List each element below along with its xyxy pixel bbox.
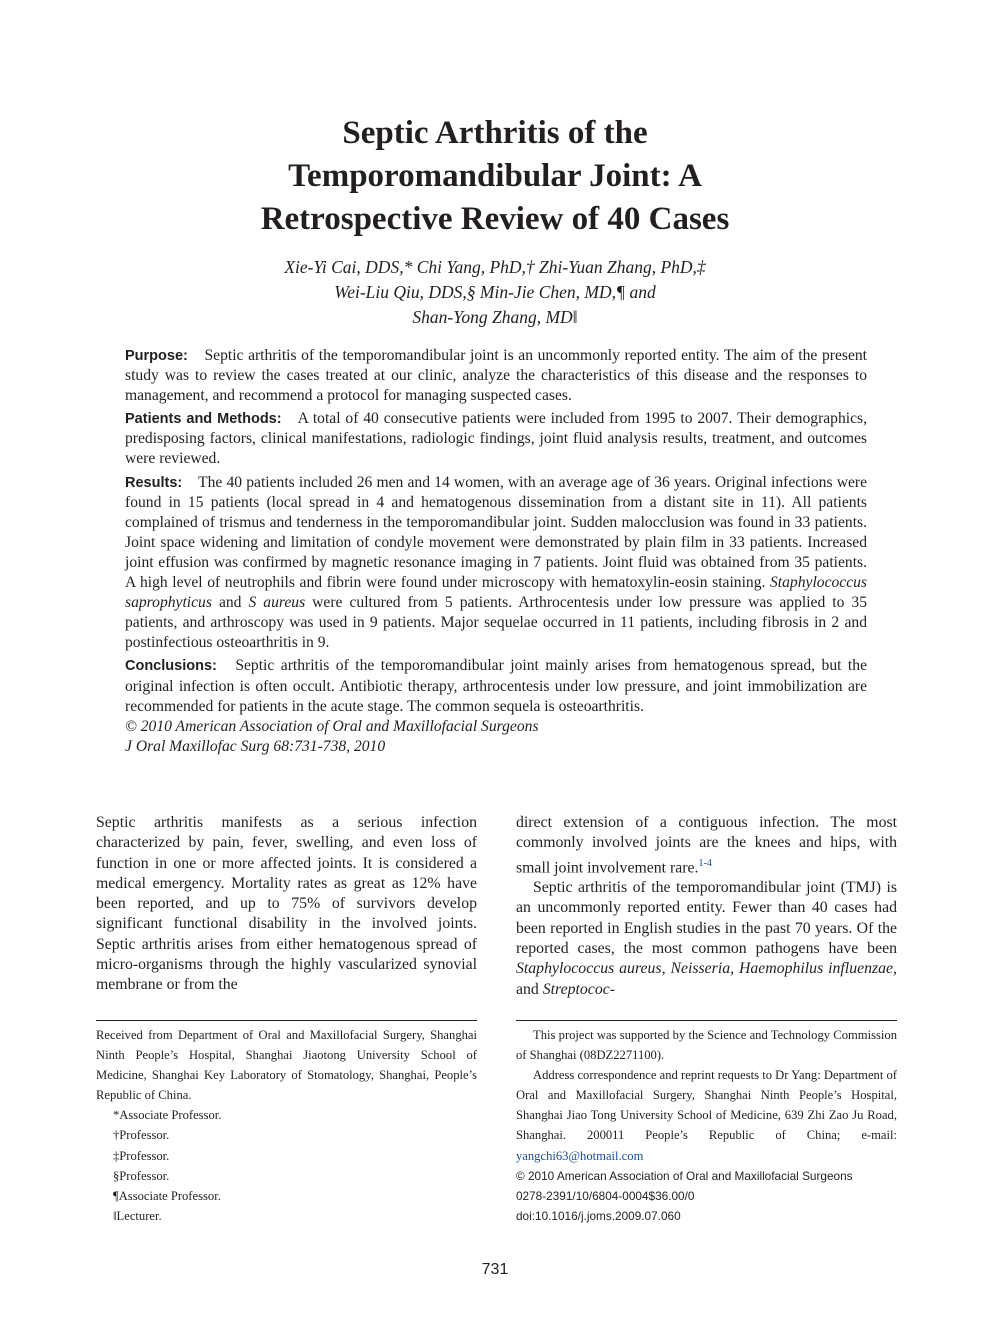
author-footnote: †Professor. (113, 1128, 170, 1143)
results-text: and (218, 594, 242, 612)
body-text: direct extension of a contiguous infection. The most commonly involved joints are the knees and hips, with small joint involvement rare. (516, 814, 897, 876)
results-label: Results: (125, 474, 183, 491)
species-name: S aureus (248, 594, 306, 612)
affiliation-footnote: Received from Department of Oral and Maxillofacial Surgery, Shanghai Ninth People’s Hospital, Shanghai Jiaotong University School of Medicine, Shanghai Key Laboratory of Stomatology, Shanghai, People’s Republic of China. (96, 1028, 477, 1103)
author-list (150, 255, 840, 330)
species-name: Neisseria, (670, 960, 735, 978)
purpose-text: Septic arthritis of the temporomandibular joint is an uncommonly reported entity. The aim of the present study was to review the cases treated at our clinic, analyze the characteristics of this disease and the responses to management, and recommend a protocol for managing suspected cases. (125, 347, 867, 405)
author-footnote: ‡Professor. (113, 1148, 170, 1163)
correspondence-footnote (516, 1065, 897, 1165)
body-text: Septic arthritis of the temporomandibular joint (TMJ) is an uncommonly reported entity. Fewer than 40 cases had been reported in English studies in the past 70 years. Of the reported cases, the most common pathogens have been (516, 879, 897, 958)
email-link[interactable]: yangchi63@hotmail.com (516, 1148, 644, 1163)
methods-label: Patients and Methods: (125, 411, 282, 428)
conclusions-text: Septic arthritis of the temporomandibular joint mainly arises from hematogenous spread, but the original infection is often occult. Antibiotic therapy, arthrocentesis under low pressure, and joint immobilization are recommended for patients in the acute stage. The common sequela is osteoarthritis. (125, 657, 867, 715)
author-footnote: ‖Lecturer. (113, 1208, 162, 1223)
abstract-purpose (125, 346, 867, 406)
results-text: were cultured from 5 patients. Arthrocentesis under low pressure was applied to 35 patients, and arthroscopy was used in 9 patients. Major sequelae occurred in 11 patients, including fibrosis in 2 and postinfectious osteoarthritis in 9. (125, 594, 867, 652)
footnote-divider-left (96, 1020, 477, 1021)
title-line: Temporomandibular Joint: A (288, 158, 702, 194)
methods-text: A total of 40 consecutive patients were included from 1995 to 2007. Their demographics, predisposing factors, clinical manifestations, radiologic findings, joint fluid analysis results, treatment, and outcomes were reviewed. (125, 410, 867, 468)
purpose-label: Purpose: (125, 348, 188, 364)
conclusions-label: Conclusions: (125, 658, 217, 675)
correspondence-text: Address correspondence and reprint requests to Dr Yang: Department of Oral and Maxillofacial Surgery, Shanghai Ninth People’s Hospital, Shanghai Jiao Tong University School of Medicine, 639 Zhi Zao Ju Road, Shanghai. 200011 People’s Republic of China; e-mail: (516, 1068, 897, 1143)
body-text: and (516, 980, 539, 998)
title-line: Retrospective Review of 40 Cases (260, 201, 730, 237)
author-line: Shan-Yong Zhang, MD‖ (412, 307, 578, 327)
abstract (125, 346, 867, 758)
species-name: Haemophilus influenzae, (738, 960, 898, 978)
body-paragraph: Septic arthritis manifests as a serious infection characterized by pain, fever, swelling, and even loss of function in one or more affected joints. It is considered a medical emergency. Mortality rates as great as 12% have been reported, and up to 75% of survivors develop significant functional disability in the involved joints. Septic arthritis arises from either hematogenous spread of micro-organisms through the highly vascularized synovial membrane or from the (96, 814, 477, 994)
issn-line: 0278-2391/10/6804-0004$36.00/0 (516, 1188, 695, 1203)
body-paragraph (516, 878, 897, 1000)
title-line: Septic Arthritis of the (342, 115, 648, 151)
species-name: Streptococ- (542, 980, 615, 998)
author-footnote: *Associate Professor. (113, 1108, 222, 1123)
body-column-left (96, 813, 477, 996)
author-line: Wei-Liu Qiu, DDS,§ Min-Jie Chen, MD,¶ and (334, 282, 656, 302)
body-paragraph (516, 813, 897, 878)
abstract-conclusions (125, 656, 867, 716)
author-line: Xie-Yi Cai, DDS,* Chi Yang, PhD,† Zhi-Yuan Zhang, PhD,‡ (284, 257, 706, 277)
copyright-line: © 2010 American Association of Oral and Maxillofacial Surgeons (516, 1168, 853, 1183)
abstract-methods (125, 409, 867, 469)
author-footnote: §Professor. (113, 1168, 170, 1183)
species-name: Staphylococcus saprophyticus (125, 574, 867, 612)
body-column-right (516, 813, 897, 1000)
author-footnote: ¶Associate Professor. (113, 1188, 221, 1203)
species-name: Staphylococcus aureus, (516, 960, 666, 978)
article-title (150, 112, 840, 241)
footnotes-right (516, 1025, 897, 1226)
page-number: 731 (481, 1261, 509, 1278)
abstract-copyright: © 2010 American Association of Oral and Maxillofacial Surgeons (125, 717, 539, 735)
funding-footnote: This project was supported by the Science and Technology Commission of Shanghai (08DZ2271100). (516, 1028, 897, 1063)
journal-citation: J Oral Maxillofac Surg 68:731-738, 2010 (125, 738, 386, 756)
abstract-results (125, 473, 867, 654)
reference-link[interactable]: 1-4 (698, 857, 712, 869)
footnote-divider-right (516, 1020, 897, 1021)
doi-link[interactable]: doi:10.1016/j.joms.2009.07.060 (516, 1208, 681, 1223)
results-text: The 40 patients included 26 men and 14 women, with an average age of 36 years. Original infections were found in 15 patients (local spread in 4 and hematogenous dissemination from a distant site in 11). All patients complained of trismus and tenderness in the temporomandibular joint. Sudden malocclusion was found in 33 patients. Joint space widening and limitation of condyle movement were demonstrated by plain film in 33 patients. Increased joint effusion was confirmed by magnetic resonance imaging in 7 patients. Joint fluid was obtained from 35 patients. A high level of neutrophils and fibrin were found under microscopy with hematoxylin-eosin staining. (125, 473, 867, 592)
footnotes-left (96, 1025, 477, 1226)
